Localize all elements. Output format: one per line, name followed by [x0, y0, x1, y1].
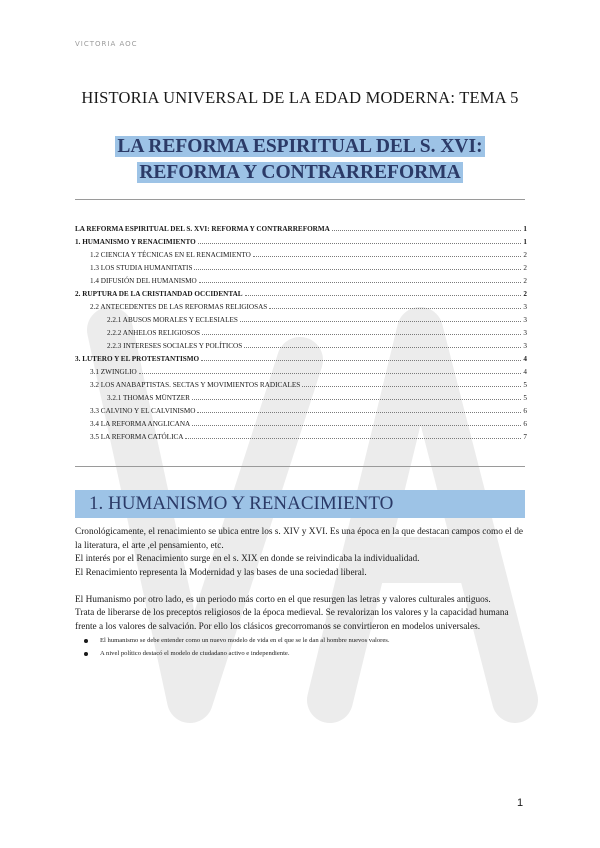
toc-entry-page: 3	[523, 303, 527, 311]
toc-dot-leader	[245, 287, 522, 296]
toc-entry-page: 2	[523, 264, 527, 272]
toc-entry-page: 2	[523, 290, 527, 298]
toc-entry-title: 2.2.3 INTERESES SOCIALES Y POLÍTICOS	[107, 342, 243, 350]
toc-entry-page: 2	[523, 277, 527, 285]
toc-dot-leader	[192, 417, 521, 426]
toc-entry-page: 3	[523, 342, 527, 350]
toc-entry-title: 2. RUPTURA DE LA CRISTIANDAD OCCIDENTAL	[75, 290, 243, 298]
toc-entry[interactable]	[75, 261, 527, 274]
paragraph-spacer	[75, 580, 527, 594]
main-heading	[75, 134, 525, 186]
toc-dot-leader	[185, 430, 521, 439]
toc-entry[interactable]	[75, 274, 527, 287]
toc-entry[interactable]	[75, 313, 527, 326]
list-item: El humanismo se debe entender como un nuevo modelo de vida en el que se le dan al hombre nuevos valores.	[100, 634, 527, 647]
toc-entry[interactable]	[75, 417, 527, 430]
toc-entry[interactable]	[75, 365, 527, 378]
toc-entry-page: 3	[523, 329, 527, 337]
toc-dot-leader	[199, 274, 522, 283]
toc-entry[interactable]	[75, 391, 527, 404]
toc-entry-title: 3.3 CALVINO Y EL CALVINISMO	[90, 407, 196, 415]
toc-entry[interactable]	[75, 404, 527, 417]
toc-entry-page: 4	[523, 355, 527, 363]
toc-entry-title: 1.3 LOS STUDIA HUMANITATIS	[90, 264, 193, 272]
toc-entry-title: 3.2.1 THOMAS MÜNTZER	[107, 394, 190, 402]
toc-dot-leader	[201, 352, 521, 361]
toc-entry-title: 3.5 LA REFORMA CATÓLICA	[90, 433, 184, 441]
toc-entry-page: 1	[523, 225, 527, 233]
toc-entry-page: 5	[523, 394, 527, 402]
toc-entry[interactable]	[75, 352, 527, 365]
toc-entry-title: 3.2 LOS ANABAPTISTAS. SECTAS Y MOVIMIENTOS RADICALES	[90, 381, 301, 389]
toc-entry-page: 4	[523, 368, 527, 376]
page-number: 1	[517, 797, 524, 809]
toc-entry-title: 3. LUTERO Y EL PROTESTANTISMO	[75, 355, 200, 363]
toc-dot-leader	[269, 300, 521, 309]
divider-bottom	[75, 466, 525, 467]
section-heading-humanismo: 1. HUMANISMO Y RENACIMIENTO	[75, 490, 525, 518]
toc-entry[interactable]	[75, 235, 527, 248]
toc-entry[interactable]	[75, 248, 527, 261]
bullet-list	[75, 634, 527, 660]
toc-entry[interactable]	[75, 300, 527, 313]
toc-dot-leader	[332, 222, 522, 231]
toc-entry-title: 3.4 LA REFORMA ANGLICANA	[90, 420, 191, 428]
toc-entry[interactable]	[75, 287, 527, 300]
toc-entry-page: 5	[523, 381, 527, 389]
list-item: A nivel político destacó el modelo de ciudadano activo e independiente.	[100, 647, 527, 660]
toc-dot-leader	[198, 235, 522, 244]
toc-entry-page: 2	[523, 251, 527, 259]
toc-entry-title: LA REFORMA ESPIRITUAL DEL S. XVI: REFORMA Y CONTRARREFORMA	[75, 225, 330, 233]
toc-entry-title: 1.2 CIENCIA Y TÉCNICAS EN EL RENACIMIENTO	[90, 251, 251, 259]
toc-dot-leader	[194, 261, 521, 270]
document-title: HISTORIA UNIVERSAL DE LA EDAD MODERNA: TEMA 5	[81, 88, 519, 107]
main-heading-text: LA REFORMA ESPIRITUAL DEL S. XVI: REFORMA Y CONTRARREFORMA	[117, 136, 483, 183]
toc-entry-page: 6	[523, 407, 527, 415]
toc-entry-title: 2.2.1 ABUSOS MORALES Y ECLESIALES	[107, 316, 238, 324]
toc-dot-leader	[253, 248, 522, 257]
toc-entry-title: 2.2 ANTECEDENTES DE LAS REFORMAS RELIGIOSAS	[90, 303, 268, 311]
paragraph: El Renacimiento representa la Modernidad y las bases de una sociedad liberal.	[75, 567, 367, 578]
toc-entry-page: 6	[523, 420, 527, 428]
toc-dot-leader	[244, 339, 521, 348]
toc-entry-title: 1.4 DIFUSIÓN DEL HUMANISMO	[90, 277, 197, 285]
paragraph: Cronológicamente, el renacimiento se ubica entre los s. XIV y XVI. Es una época en la que destacan campos como el de la literatura, el arte ,el pensamiento, etc.	[75, 527, 523, 551]
toc-entry[interactable]	[75, 326, 527, 339]
divider-top	[75, 199, 525, 200]
paragraph: El Humanismo por otro lado, es un periodo más corto en el que resurgen las letras y valores culturales antiguos.	[75, 594, 491, 605]
toc-entry-page: 1	[523, 238, 527, 246]
toc-entry-title: 1. HUMANISMO Y RENACIMIENTO	[75, 238, 196, 246]
toc-entry-page: 7	[523, 433, 527, 441]
toc-dot-leader	[139, 365, 522, 374]
toc-entry-title: 3.1 ZWINGLIO	[90, 368, 137, 376]
author-watermark: VICTORIA AOC	[75, 40, 138, 48]
toc-dot-leader	[302, 378, 521, 387]
paragraph: El interés por el Renacimiento surge en el s. XIX en donde se reivindicaba la individualidad.	[75, 554, 420, 564]
toc-dot-leader	[192, 391, 521, 400]
toc-dot-leader	[197, 404, 521, 413]
toc-entry[interactable]	[75, 339, 527, 352]
toc-entry[interactable]	[75, 378, 527, 391]
toc-entry-title: 2.2.2 ANHELOS RELIGIOSOS	[107, 329, 201, 337]
toc-dot-leader	[240, 313, 522, 322]
paragraph: Trata de liberarse de los preceptos religiosos de la época medieval. Se revalorizan los valores y la capacidad humana frente a los valores de salvación. Por ello los clásicos grecorromanos se convirtieron en modelos universales.	[75, 608, 509, 632]
toc-dot-leader	[202, 326, 521, 335]
toc-entry-page: 3	[523, 316, 527, 324]
table-of-contents	[75, 222, 527, 443]
section-body	[75, 526, 527, 660]
toc-entry[interactable]	[75, 430, 527, 443]
toc-entry[interactable]	[75, 222, 527, 235]
